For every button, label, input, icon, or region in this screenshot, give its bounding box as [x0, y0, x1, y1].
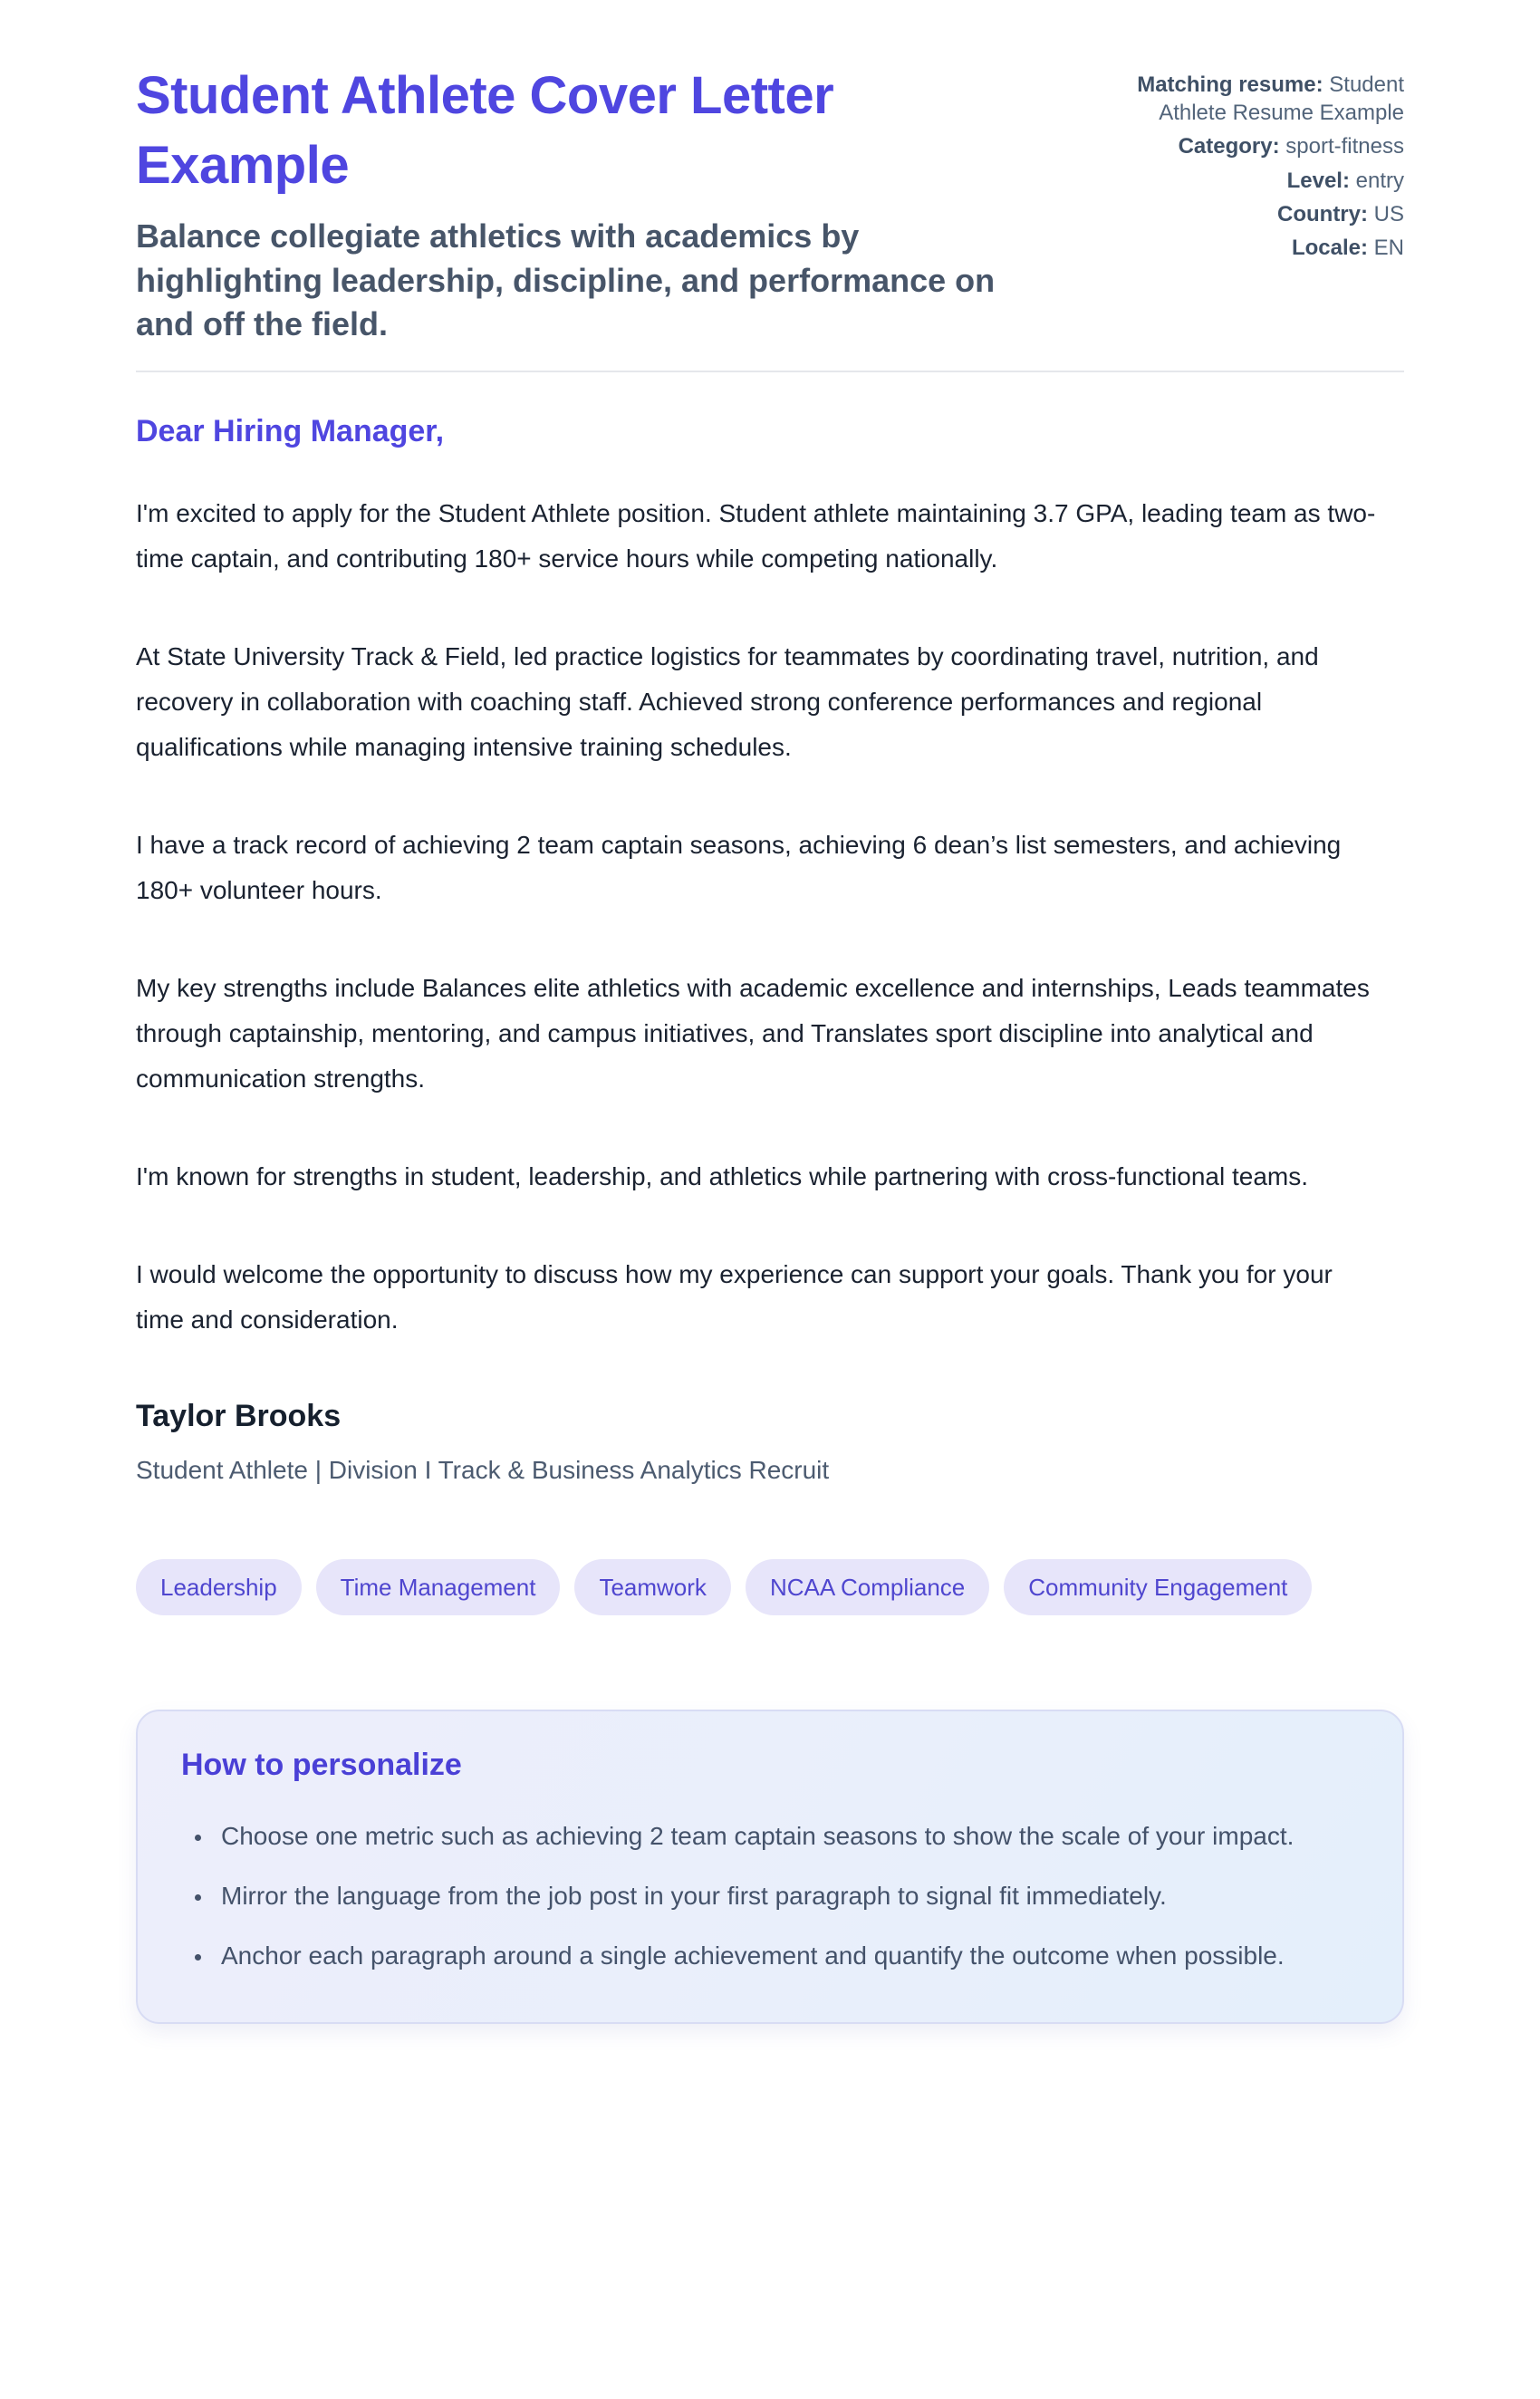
signature-role: Student Athlete | Division I Track & Business Analytics Recruit	[136, 1455, 830, 1484]
callout-tip: • Mirror the language from the job post in your first paragraph to signal fit immediately.	[214, 1874, 1355, 1919]
callout-tip-list	[181, 1814, 1359, 1979]
tag-pill: NCAA Compliance	[746, 1559, 989, 1615]
meta-row	[1132, 132, 1404, 160]
meta-row	[1132, 200, 1404, 228]
page-title: Student Athlete Cover Letter Example	[136, 66, 834, 195]
letter-body	[136, 491, 1404, 1343]
letter-paragraph: My key strengths include Balances elite athletics with academic excellence and internships, Leads teammates through captainship, mentoring, and campus initiatives, and Translates sport discipline into analytical and communication strengths.	[136, 973, 1370, 1093]
letter-paragraph: At State University Track & Field, led practice logistics for teammates by coordinating travel, nutrition, and recovery in collaboration with coaching staff. Achieved strong conference performances and regional qualifications while managing intensive training schedules.	[136, 641, 1319, 761]
meta-value: entry	[1355, 168, 1404, 193]
letter-salutation: Dear Hiring Manager,	[136, 413, 445, 448]
tag-pill: Community Engagement	[1004, 1559, 1312, 1615]
letter-paragraph: I would welcome the opportunity to discuss how my experience can support your goals. Thank you for your time and consideration.	[136, 1259, 1333, 1334]
meta-label: Level:	[1286, 168, 1350, 193]
meta-value: US	[1373, 201, 1404, 226]
meta-label: Category:	[1178, 134, 1280, 159]
letter-paragraph: I'm excited to apply for the Student Athlete position. Student athlete maintaining 3.7 GPA, leading team as two-time captain, and contributing 180+ service hours while competing nationally.	[136, 498, 1376, 573]
page-header	[136, 62, 1404, 347]
callout-tip: • Anchor each paragraph around a single achievement and quantify the outcome when possible.	[214, 1933, 1355, 1979]
page-subtitle: Balance collegiate athletics with academics by highlighting leadership, discipline, and performance on and off the field.	[136, 217, 996, 343]
tag-pill: Teamwork	[574, 1559, 730, 1615]
meta-row	[1132, 71, 1404, 127]
callout-tip: • Choose one metric such as achieving 2 team captain seasons to show the scale of your impact.	[214, 1814, 1355, 1859]
signature-name: Taylor Brooks	[136, 1398, 342, 1433]
meta-value: sport-fitness	[1285, 134, 1404, 159]
signature-block	[136, 1399, 1404, 1485]
meta-label: Matching resume:	[1137, 72, 1323, 97]
header-divider	[136, 371, 1404, 372]
how-to-personalize-callout	[136, 1710, 1404, 2024]
meta-row	[1132, 234, 1404, 262]
header-text-block	[136, 62, 1024, 347]
tag-pill: Leadership	[136, 1559, 302, 1615]
letter-paragraph: I have a track record of achieving 2 team captain seasons, achieving 6 dean’s list semesters, and achieving 180+ volunteer hours.	[136, 830, 1342, 904]
meta-value: Student Athlete Resume Example	[1159, 72, 1404, 126]
letter-paragraph: I'm known for strengths in student, leadership, and athletics while partnering with cross-functional teams.	[136, 1161, 1308, 1190]
meta-value: EN	[1373, 235, 1404, 260]
meta-label: Locale:	[1291, 235, 1368, 260]
tag-pill: Time Management	[316, 1559, 561, 1615]
meta-label: Country:	[1277, 201, 1368, 226]
callout-title: How to personalize	[181, 1747, 462, 1782]
skill-tags	[136, 1559, 1404, 1615]
resume-meta-block	[1132, 62, 1404, 267]
meta-row	[1132, 167, 1404, 195]
